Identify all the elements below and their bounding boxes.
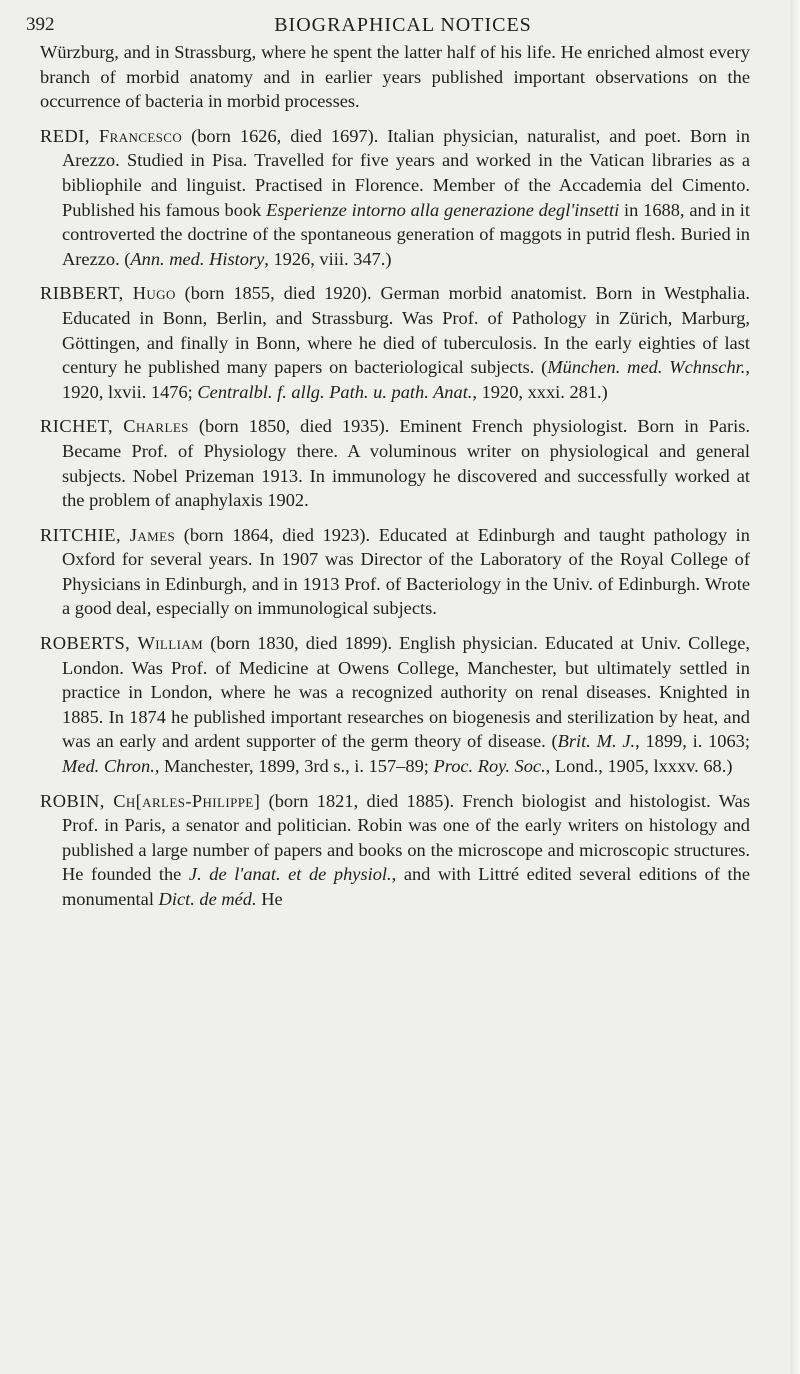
entry-given-name: Francesco xyxy=(98,125,183,146)
entry-ritchie xyxy=(40,523,750,621)
entry-text: , Manchester, 1899, 3rd s., i. 157–89; xyxy=(154,756,434,777)
citation: Ann. med. History xyxy=(130,248,265,269)
page-number: 392 xyxy=(26,14,55,35)
entry-text: , and with Littré edited several editions of the monumental xyxy=(62,864,751,909)
entry-given-name: Ch[arles-Philippe] xyxy=(113,790,261,811)
page-edge xyxy=(790,0,800,1374)
entry-given-name: William xyxy=(137,633,204,654)
entry-text: , 1920, xxxi. 281.) xyxy=(472,381,608,402)
entry-redi xyxy=(40,124,750,272)
page-body xyxy=(40,40,750,912)
entry-surname: RICHET, xyxy=(40,416,114,437)
citation: Centralbl. f. allg. Path. u. path. Anat. xyxy=(197,381,473,402)
entry-text: , 1920, lxvii. 1476; xyxy=(62,357,750,402)
citation: Med. Chron. xyxy=(62,756,155,777)
running-head: BIOGRAPHICAL NOTICES xyxy=(274,14,532,36)
entry-surname: ROBERTS, xyxy=(40,633,131,654)
entry-text: in 1688, and in it controverted the doctrine of the spontaneous generation of maggots in putrid flesh. Buried in Arezzo. ( xyxy=(62,199,751,269)
entry-roberts xyxy=(40,631,750,779)
continued-paragraph: Würzburg, and in Strassburg, where he spent the latter half of his life. He enriched almost every branch of morbid anatomy and in earlier years published important observations on the occurrence of bacteria in morbid processes. xyxy=(40,42,750,112)
entry-text: (born 1821, died 1885). French biologist and histologist. Was Prof. in Paris, a senator and politician. Robin was one of the early writers on histology and published a large number of papers and books on the microscope and microscopic structures. He founded the xyxy=(62,790,750,885)
citation: J. de l'anat. et de physiol. xyxy=(188,864,392,885)
entry-given-name: Hugo xyxy=(132,283,176,304)
entry-given-name: James xyxy=(129,524,176,545)
entry-text: (born 1864, died 1923). Educated at Edinburgh and taught pathology in Oxford for several years. In 1907 was Director of the Laboratory of the Royal College of Physicians in Edinburgh, and in 1913 Prof. of Bacteriology in the Univ. of Edinburgh. Wrote a good deal, especially on immunological subjects. xyxy=(62,524,750,619)
entry-richet xyxy=(40,414,750,512)
entry-ribbert xyxy=(40,281,750,404)
entry-text: (born 1855, died 1920). German morbid anatomist. Born in Westphalia. Educated in Bonn, Berlin, and Strassburg. Was Prof. of Pathology in Zürich, Marburg, Göttingen, and finally in Bonn, where he died of tuberculosis. In the early eighties of last century he published many papers on bacteriological subjects. ( xyxy=(62,283,750,378)
citation: Brit. M. J. xyxy=(557,731,636,752)
citation: Dict. de méd. xyxy=(158,889,257,909)
entry-text: (born 1830, died 1899). English physician. Educated at Univ. College, London. Was Prof. of Medicine at Owens College, Manchester, but ultimately settled in practice in London, where he was a recognized authority on renal diseases. Knighted in 1885. In 1874 he published important researches on biogenesis and sterilization by heat, and was an early and ardent supporter of the germ theory of disease. ( xyxy=(62,633,750,752)
entry-text: He xyxy=(256,889,283,909)
citation: München. med. Wchnschr. xyxy=(547,357,746,378)
entry-surname: RIBBERT, xyxy=(40,283,124,304)
book-title: Esperienze intorno alla generazione degl'insetti xyxy=(266,199,620,220)
entry-text: , 1899, i. 1063; xyxy=(635,731,750,752)
entry-text: (born 1850, died 1935). Eminent French physiologist. Born in Paris. Became Prof. of Physiology there. A voluminous writer on physiological and general subjects. Nobel Prizeman 1913. In immunology he discovered and successfully worked at the problem of anaphylaxis 1902. xyxy=(62,416,750,511)
entry-text: (born 1626, died 1697). Italian physician, naturalist, and poet. Born in Arezzo. Studied in Pisa. Travelled for five years and worked in the Vatican libraries as a bibliophile and linguist. Practised in Florence. Member of the Accademia del Cimento. Published his famous book xyxy=(62,125,750,220)
entry-text: , 1926, viii. 347.) xyxy=(264,248,392,269)
citation: Proc. Roy. Soc. xyxy=(433,756,546,777)
entry-surname: REDI, xyxy=(40,125,91,146)
entry-robin xyxy=(40,789,750,912)
entry-surname: RITCHIE, xyxy=(40,524,122,545)
entry-surname: ROBIN, xyxy=(40,790,105,811)
entry-text: , Lond., 1905, lxxxv. 68.) xyxy=(545,756,733,777)
entry-given-name: Charles xyxy=(123,416,189,437)
